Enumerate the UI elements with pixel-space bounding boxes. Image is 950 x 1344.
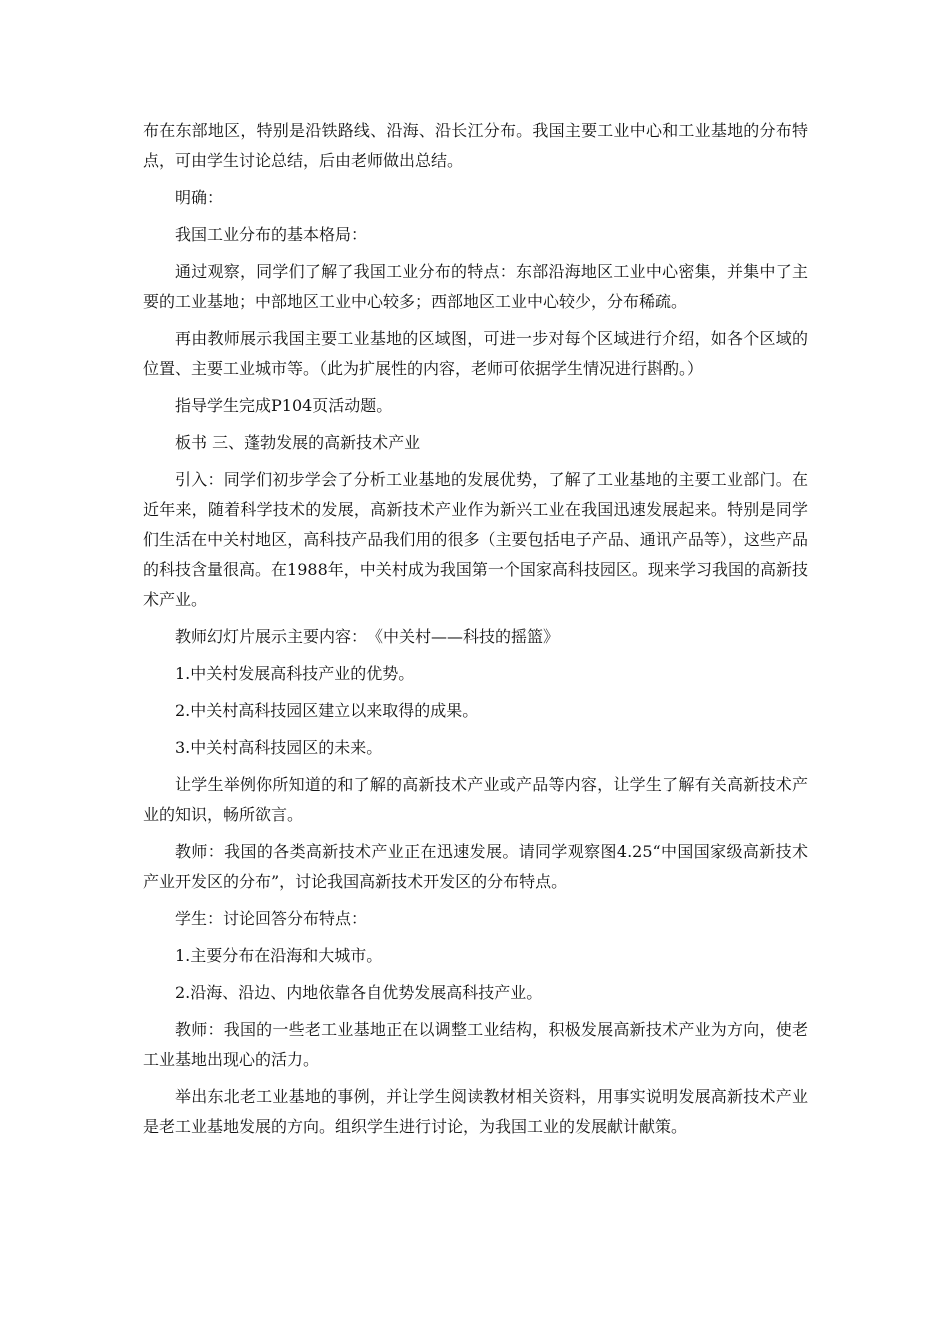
- paragraph-teacher-figure: 教师：我国的各类高新技术产业正在迅速发展。请同学观察图4.25“中国国家级高新技术产业开发区的分布”，讨论我国高新技术开发区的分布特点。: [143, 842, 808, 891]
- paragraph-northeast-example: 举出东北老工业基地的事例，并让学生阅读教材相关资料，用事实说明发展高新技术产业是老工业基地发展的方向。组织学生进行讨论，为我国工业的发展献计献策。: [143, 1087, 808, 1136]
- list-item: 2.中关村高科技园区建立以来取得的成果。: [175, 701, 479, 720]
- list-item: 1.中关村发展高科技产业的优势。: [175, 664, 415, 683]
- paragraph-slide-content: 教师幻灯片展示主要内容： 《中关村——科技的摇篮》: [175, 627, 560, 646]
- paragraph-basic-pattern-heading: 我国工业分布的基本格局：: [175, 225, 368, 244]
- paragraph-activity-guide: 指导学生完成P104页活动题。: [175, 396, 393, 415]
- paragraph-teacher-old-bases: 教师：我国的一些老工业基地正在以调整工业结构，积极发展高新技术产业为方向，使老工业基地出现心的活力。: [143, 1020, 808, 1069]
- list-item: 3.中关村高科技园区的未来。: [175, 738, 383, 757]
- paragraph-continuation: 布在东部地区，特别是沿铁路线、沿海、沿长江分布。我国主要工业中心和工业基地的分布特点，可由学生讨论总结，后由老师做出总结。: [143, 121, 808, 170]
- paragraph-introduction: 引入：同学们初步学会了分析工业基地的发展优势，了解了工业基地的主要工业部门。在近年来，随着科学技术的发展，高新技术产业作为新兴工业在我国迅速发展起来。特别是同学们生活在中关村地区，高科技产品我们用的很多（主要包括电子产品、通讯产品等），这些产品的科技含量很高。在1988年，中关村成为我国第一个国家高科技园区。现来学习我国的高新技术产业。: [143, 470, 808, 609]
- paragraph-regional-map: 再由教师展示我国主要工业基地的区域图，可进一步对每个区域进行介绍，如各个区域的位置、主要工业城市等。（此为扩展性的内容，老师可依据学生情况进行斟酌。）: [143, 329, 808, 378]
- list-item: 2.沿海、沿边、内地依靠各自优势发展高科技产业。: [175, 983, 543, 1002]
- paragraph-student-answer: 学生：讨论回答分布特点：: [175, 909, 368, 928]
- paragraph-clarify-label: 明确：: [175, 188, 224, 207]
- paragraph-student-examples: 让学生举例你所知道的和了解的高新技术产业或产品等内容，让学生了解有关高新技术产业的知识，畅所欲言。: [143, 775, 808, 824]
- paragraph-board-heading: 板书 三、蓬勃发展的高新技术产业: [175, 433, 421, 452]
- list-item: 1.主要分布在沿海和大城市。: [175, 946, 383, 965]
- document-body: [143, 116, 808, 1149]
- paragraph-observation: 通过观察，同学们了解了我国工业分布的特点：东部沿海地区工业中心密集，并集中了主要的工业基地；中部地区工业中心较多；西部地区工业中心较少，分布稀疏。: [143, 262, 808, 311]
